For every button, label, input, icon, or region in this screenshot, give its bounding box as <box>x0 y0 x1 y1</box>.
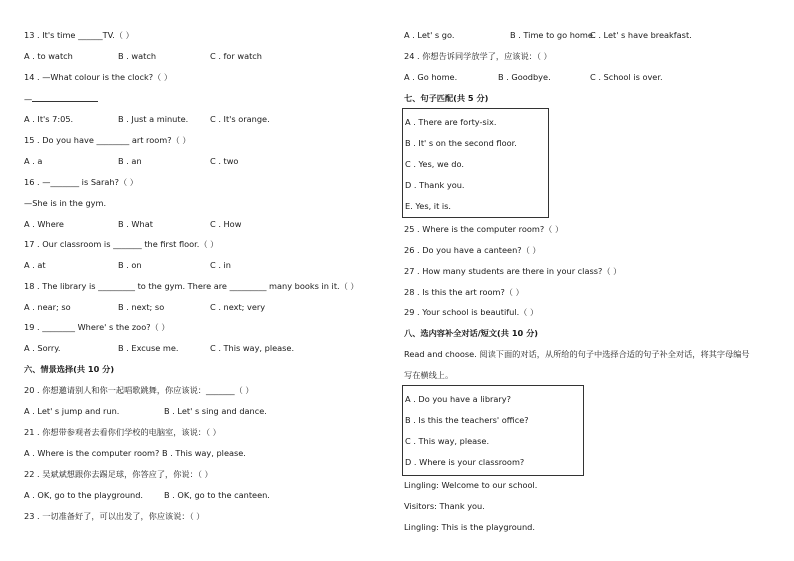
q19-option-b: B . Excuse me. <box>118 343 179 353</box>
q17-option-c: C . in <box>210 260 231 270</box>
question-28: 28 . Is this the art room?（ ） <box>404 287 524 297</box>
q16-option-c: C . How <box>210 219 242 229</box>
question-20: 20 . 你想邀请别人和你一起唱歌跳舞，你应该说：_______（ ） <box>24 385 254 395</box>
q24-option-a: A . Go home. <box>404 72 458 82</box>
question-24: 24 . 你想告诉同学放学了，应该说：（ ） <box>404 51 552 61</box>
q18-option-c: C . next; very <box>210 302 266 312</box>
q14-blank <box>32 93 98 102</box>
question-17: 17 . Our classroom is _______ the first floor.（ ） <box>24 239 219 249</box>
q16-option-b: B . What <box>118 219 153 229</box>
question-18: 18 . The library is _________ to the gym. There are _________ many books in it.（ ） <box>24 281 359 291</box>
q13-option-b: B . watch <box>118 51 157 61</box>
q14-option-b: B . Just a minute. <box>118 114 189 124</box>
q24-option-c: C . School is over. <box>590 72 663 82</box>
question-21: 21 . 你想带参观者去看你们学校的电脑室，该说：（ ） <box>24 427 221 437</box>
dialogue-line-2: Visitors: Thank you. <box>404 501 485 511</box>
q19-option-a: A . Sorry. <box>24 343 61 353</box>
q15-option-c: C . two <box>210 156 239 166</box>
box1-option-b: B . It' s on the second floor. <box>405 138 517 148</box>
q14-dash: — <box>24 94 33 104</box>
section-7-heading: 七、句子匹配(共 5 分) <box>404 93 489 103</box>
question-19: 19 . ________ Where' s the zoo?（ ） <box>24 322 170 332</box>
q17-option-b: B . on <box>118 260 142 270</box>
instructions-line-1: Read and choose. 阅读下面的对话，从所给的句子中选择合适的句子补全对话，将其字母编号 <box>404 349 750 359</box>
question-16: 16 . —_______ is Sarah?（ ） <box>24 177 138 187</box>
question-27: 27 . How many students are there in your class?（ ） <box>404 266 622 276</box>
instructions-line-2: 写在横线上。 <box>404 370 454 380</box>
box2-option-d: D . Where is your classroom? <box>405 457 525 467</box>
question-22: 22 . 吴斌斌想跟你去踢足球，你答应了，你说：（ ） <box>24 469 213 479</box>
matching-options-box <box>402 108 549 218</box>
box1-option-d: D . Thank you. <box>405 180 465 190</box>
q21-options: A . Where is the computer room? B . This way, please. <box>24 448 246 458</box>
q18-option-b: B . next; so <box>118 302 165 312</box>
box2-option-c: C . This way, please. <box>405 436 490 446</box>
question-23: 23 . 一切准备好了，可以出发了，你应该说：（ ） <box>24 511 205 521</box>
box1-option-c: C . Yes, we do. <box>405 159 464 169</box>
q13-option-c: C . for watch <box>210 51 262 61</box>
box2-option-b: B . Is this the teachers' office? <box>405 415 529 425</box>
q17-option-a: A . at <box>24 260 46 270</box>
q15-option-b: B . an <box>118 156 142 166</box>
box1-option-e: E. Yes, it is. <box>405 201 452 211</box>
q13-option-a: A . to watch <box>24 51 73 61</box>
q24-option-b: B . Goodbye. <box>498 72 551 82</box>
q20-option-b: B . Let' s sing and dance. <box>164 406 267 416</box>
dialogue-line-1: Lingling: Welcome to our school. <box>404 480 538 490</box>
q23-option-a: A . Let' s go. <box>404 30 455 40</box>
q16-reply: —She is in the gym. <box>24 198 107 208</box>
question-14: 14 . —What colour is the clock?（ ） <box>24 72 173 82</box>
section-6-heading: 六、情景选择(共 10 分) <box>24 364 115 374</box>
q14-option-c: C . It's orange. <box>210 114 270 124</box>
box1-option-a: A . There are forty-six. <box>405 117 497 127</box>
q14-option-a: A . It's 7:05. <box>24 114 74 124</box>
question-29: 29 . Your school is beautiful.（ ） <box>404 307 539 317</box>
q23-option-c: C . Let' s have breakfast. <box>590 30 692 40</box>
question-15: 15 . Do you have ________ art room?（ ） <box>24 135 191 145</box>
q23-option-b: B . Time to go home. <box>510 30 596 40</box>
q20-option-a: A . Let' s jump and run. <box>24 406 120 416</box>
section-8-heading: 八、选内容补全对话/短文(共 10 分) <box>404 328 539 338</box>
q16-option-a: A . Where <box>24 219 64 229</box>
question-26: 26 . Do you have a canteen?（ ） <box>404 245 541 255</box>
q22-option-a: A . OK, go to the playground. <box>24 490 144 500</box>
dialogue-options-box <box>402 385 584 476</box>
q15-option-a: A . a <box>24 156 43 166</box>
question-25: 25 . Where is the computer room?（ ） <box>404 224 564 234</box>
q18-option-a: A . near; so <box>24 302 71 312</box>
q14-answer-line <box>24 93 98 105</box>
box2-option-a: A . Do you have a library? <box>405 394 511 404</box>
q22-option-b: B . OK, go to the canteen. <box>164 490 270 500</box>
q19-option-c: C . This way, please. <box>210 343 295 353</box>
question-13: 13 . It's time ______TV.（ ） <box>24 30 134 40</box>
dialogue-line-3: Lingling: This is the playground. <box>404 522 535 532</box>
